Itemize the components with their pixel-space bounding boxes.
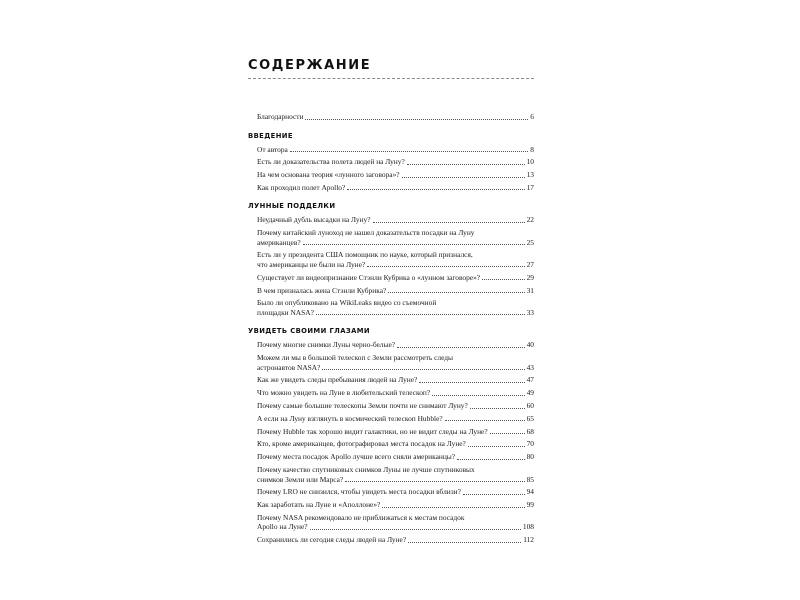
toc-entry <box>248 487 534 497</box>
toc-entry <box>248 340 534 350</box>
section-heading: ВВЕДЕНИЕ <box>248 131 293 140</box>
toc-page-number: 85 <box>526 474 534 484</box>
toc-entry-text: Неудачный дубль высадки на Луну? <box>257 215 371 225</box>
page-title: СОДЕРЖАНИЕ <box>248 58 372 73</box>
toc-page-number: 6 <box>530 112 534 121</box>
toc-page-number: 22 <box>526 215 534 225</box>
toc-entry-text: Почему места посадок Apollo лучше всего сняли американцы? <box>257 452 456 462</box>
toc-page-number: 33 <box>526 307 534 317</box>
dot-leader <box>490 433 525 434</box>
toc-entry <box>248 353 534 372</box>
dot-leader <box>347 189 524 190</box>
dot-leader <box>432 395 524 396</box>
toc-entry-text: Apollo на Луне? <box>257 522 308 532</box>
dot-leader <box>445 420 525 421</box>
toc-entry-text: А если на Луну взглянуть в космический телескоп Hubble? <box>257 413 443 423</box>
toc-entry-text: Как проходил полет Apollo? <box>257 182 346 192</box>
toc-entry <box>248 112 534 122</box>
toc-entry-text: От автора <box>257 144 288 154</box>
toc-entry-text-line1: Почему качество спутниковых снимков Луны не лучше спутниковых <box>257 465 475 475</box>
title-divider <box>248 78 534 79</box>
toc-page-number: 112 <box>523 535 534 545</box>
toc-entry-text: Кто, кроме американцев, фотографировал места посадок на Луне? <box>257 439 466 449</box>
dot-leader <box>290 151 528 152</box>
dot-leader <box>482 279 525 280</box>
toc-entry <box>248 388 534 398</box>
toc-entry <box>248 250 534 269</box>
toc-entry <box>248 452 534 462</box>
toc-page-number: 13 <box>526 170 534 180</box>
toc-entry-text: Сохранились ли сегодня следы людей на Луне? <box>257 535 407 545</box>
toc-entry <box>248 286 534 296</box>
dot-leader <box>468 446 525 447</box>
toc-page-number: 43 <box>526 362 534 372</box>
toc-entry <box>248 145 534 155</box>
toc-entry <box>248 465 534 484</box>
toc-entry-text: площадки NASA? <box>257 307 314 317</box>
toc-page-number: 99 <box>526 500 534 510</box>
dot-leader <box>407 164 525 165</box>
toc-entry <box>248 375 534 385</box>
toc-entry <box>248 513 534 532</box>
dot-leader <box>303 244 525 245</box>
toc-entry <box>248 183 534 193</box>
dot-leader <box>397 347 525 348</box>
section-heading: ЛУННЫЕ ПОДДЕЛКИ <box>248 202 336 211</box>
toc-entry-text: Есть ли доказательства полета людей на Луну? <box>257 157 405 167</box>
toc-entry-text: Почему Hubble так хорошо видит галактики, но не видит следы на Луне? <box>257 426 488 436</box>
toc-entry <box>248 170 534 180</box>
toc-page-number: 8 <box>530 144 534 154</box>
dot-leader <box>419 382 524 383</box>
toc-page-number: 68 <box>526 426 534 436</box>
toc-entry-text: В чем призналась жена Стэнли Кубрика? <box>257 285 387 295</box>
toc-entry <box>248 273 534 283</box>
dot-leader <box>316 314 525 315</box>
toc-page-number: 10 <box>526 157 534 167</box>
toc-entry-text-line1: Было ли опубликовано на WikiLeaks видео со съемочной <box>257 298 437 308</box>
toc-page-number: 47 <box>526 375 534 385</box>
toc-page-number: 49 <box>526 388 534 398</box>
toc-entry-text: Почему LRO не снизился, чтобы увидеть места посадки вблизи? <box>257 487 461 497</box>
toc-entry <box>248 215 534 225</box>
toc-entry <box>248 439 534 449</box>
toc-page-number: 40 <box>526 340 534 350</box>
toc-entry <box>248 228 534 247</box>
toc-page-number: 60 <box>526 401 534 411</box>
toc-entry-text-line1: Есть ли у президента США помощник по науке, который признался, <box>257 250 473 260</box>
toc-entry <box>248 535 534 545</box>
toc-entry <box>248 401 534 411</box>
dot-leader <box>367 266 524 267</box>
toc-page-number: 31 <box>526 285 534 295</box>
toc-entry-text: Благодарности <box>257 112 304 121</box>
dot-leader <box>310 529 521 530</box>
toc-page-number: 25 <box>526 237 534 247</box>
dot-leader <box>373 222 525 223</box>
toc-entry-text: что американцы не были на Луне? <box>257 259 366 269</box>
dot-leader <box>457 459 525 460</box>
toc-entry-text: Что можно увидеть на Луне в любительский телескоп? <box>257 388 431 398</box>
toc-entry <box>248 298 534 317</box>
dot-leader <box>408 542 521 543</box>
toc-page-number: 80 <box>526 452 534 462</box>
toc-entry <box>248 500 534 510</box>
toc-entry-text: Почему многие снимки Луны черно-белые? <box>257 340 396 350</box>
dot-leader <box>322 369 524 370</box>
dot-leader <box>388 292 524 293</box>
dot-leader <box>345 481 524 482</box>
dot-leader <box>463 494 525 495</box>
toc-page-number: 65 <box>526 413 534 423</box>
toc-page-number: 27 <box>526 259 534 269</box>
toc-entry-text: астронавтов NASA? <box>257 362 321 372</box>
toc-page-number: 94 <box>526 487 534 497</box>
dot-leader <box>305 119 528 120</box>
toc-page-number: 17 <box>526 182 534 192</box>
toc-entry <box>248 427 534 437</box>
toc-page-number: 108 <box>522 522 534 532</box>
toc-entry-text: Как заработать на Луне и «Аполлоне»? <box>257 500 381 510</box>
toc-page-number: 29 <box>526 272 534 282</box>
toc-page-number: 70 <box>526 439 534 449</box>
dot-leader <box>470 408 525 409</box>
toc-entry-text: Как же увидеть следы пребывания людей на Луне? <box>257 375 418 385</box>
toc-entry-text-line1: Можем ли мы в большой телескоп с Земли рассмотреть следы <box>257 353 454 363</box>
toc-entry-text-line1: Почему китайский луноход не нашел доказательств посадки на Луну <box>257 228 475 238</box>
toc-entry <box>248 157 534 167</box>
toc-entry-text: Почему самые большие телескопы Земли почти не снимают Луну? <box>257 401 468 411</box>
toc-entry-text: американцев? <box>257 237 301 247</box>
dot-leader <box>382 507 524 508</box>
table-of-contents <box>248 112 534 548</box>
toc-entry <box>248 414 534 424</box>
toc-entry-text: На чем основана теория «лунного заговора»? <box>257 170 400 180</box>
toc-entry-text: Существует ли видеопризнание Стэнли Кубрика о «лунном заговоре»? <box>257 272 481 282</box>
dot-leader <box>402 177 525 178</box>
section-heading: УВИДЕТЬ СВОИМИ ГЛАЗАМИ <box>248 327 371 336</box>
toc-entry-text-line1: Почему NASA рекомендовало не приближаться к местам посадок <box>257 512 465 522</box>
toc-entry-text: снимков Земли или Марса? <box>257 474 344 484</box>
